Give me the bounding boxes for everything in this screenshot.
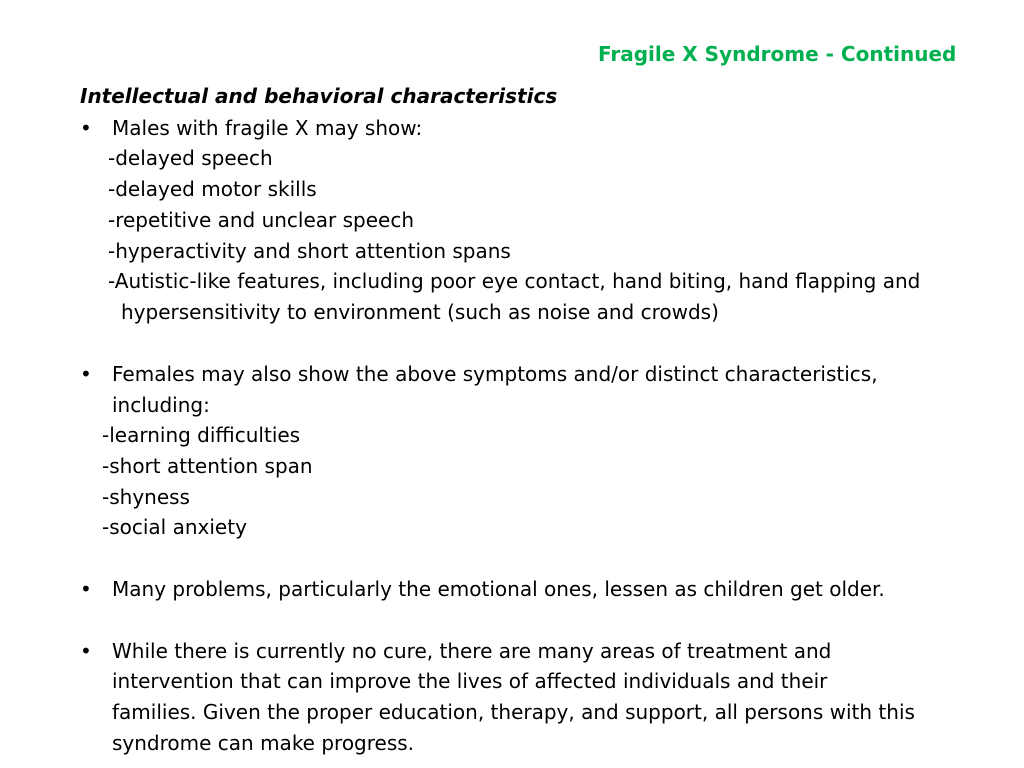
treatment-text: families. Given the proper education, therapy, and support, all persons with this bbox=[112, 700, 915, 724]
treatment-text: intervention that can improve the lives of affected individuals and their bbox=[112, 669, 828, 693]
females-item: -social anxiety bbox=[102, 515, 247, 539]
bullet-marker: • bbox=[80, 116, 92, 140]
treatment-text: While there is currently no cure, there are many areas of treatment and bbox=[112, 639, 832, 663]
females-item: -short attention span bbox=[102, 454, 313, 478]
males-item: -delayed speech bbox=[108, 146, 273, 170]
bullet-marker: • bbox=[80, 639, 92, 663]
slide-title: Fragile X Syndrome - Continued bbox=[598, 42, 957, 66]
males-item: -Autistic-like features, including poor eye contact, hand biting, hand flapping and bbox=[108, 269, 921, 293]
females-intro-continuation: including: bbox=[112, 393, 210, 417]
females-item: -shyness bbox=[102, 485, 190, 509]
bullet-marker: • bbox=[80, 577, 92, 601]
males-item: -delayed motor skills bbox=[108, 177, 317, 201]
emotional-text: Many problems, particularly the emotional ones, lessen as children get older. bbox=[112, 577, 885, 601]
bullet-marker: • bbox=[80, 362, 92, 386]
treatment-text: syndrome can make progress. bbox=[112, 731, 415, 755]
males-item: -repetitive and unclear speech bbox=[108, 208, 415, 232]
males-intro: Males with fragile X may show: bbox=[112, 116, 423, 140]
males-item: -hyperactivity and short attention spans bbox=[108, 239, 511, 263]
females-intro: Females may also show the above symptoms and/or distinct characteristics, bbox=[112, 362, 878, 386]
section-heading: Intellectual and behavioral characteristics bbox=[80, 84, 558, 108]
males-item-continuation: hypersensitivity to environment (such as noise and crowds) bbox=[121, 300, 719, 324]
females-item: -learning difficulties bbox=[102, 423, 301, 447]
